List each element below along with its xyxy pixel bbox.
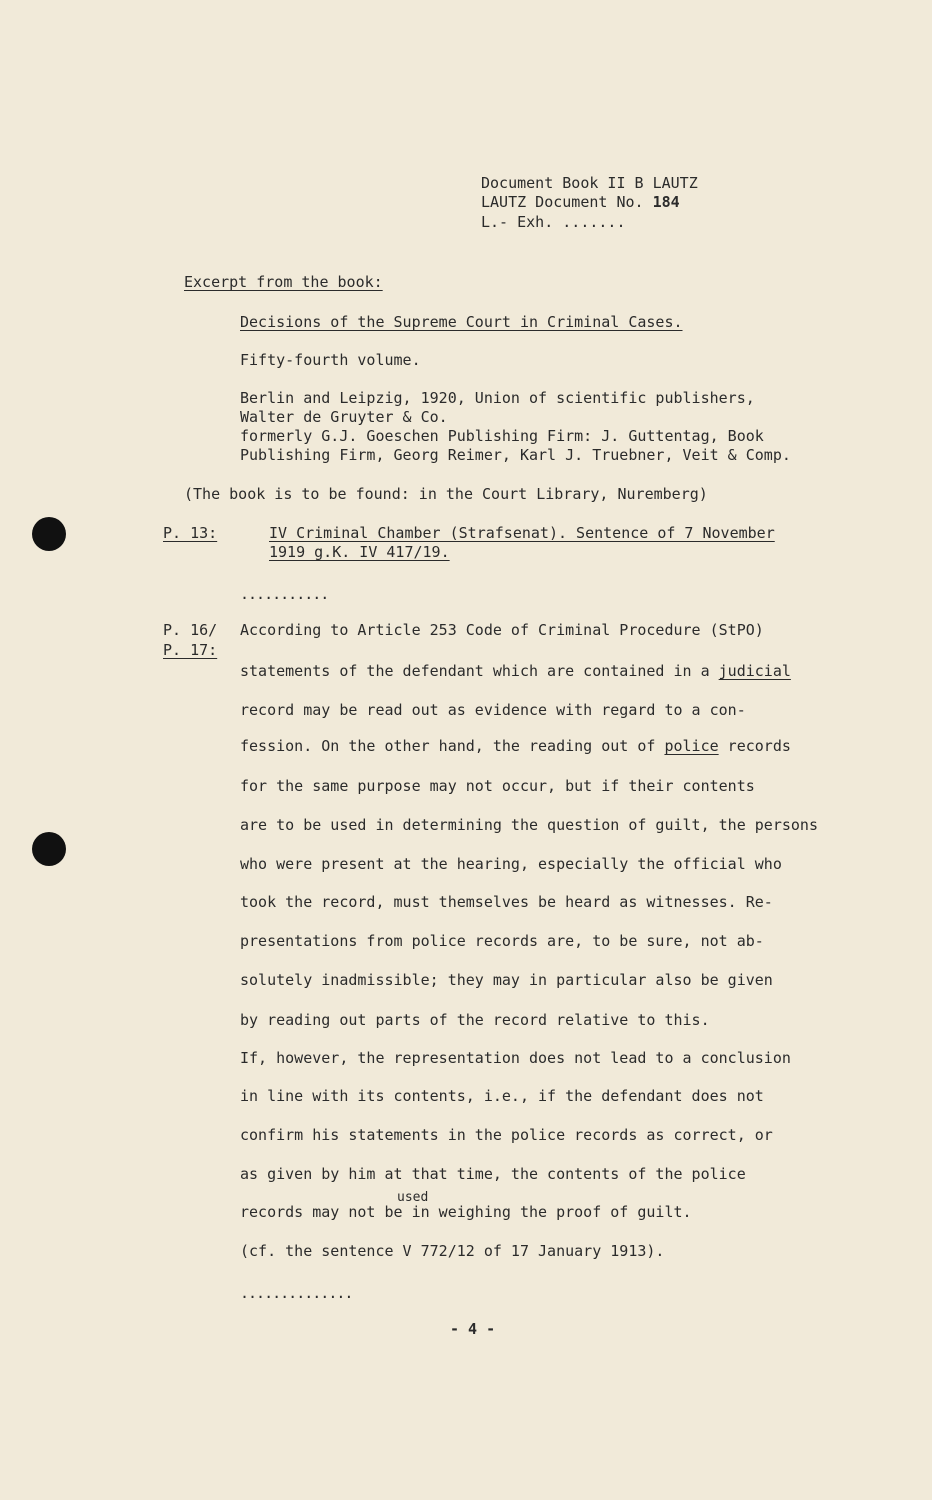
book-volume: Fifty-fourth volume. bbox=[240, 351, 421, 369]
body-line-4 bbox=[240, 737, 791, 755]
page-number: - 4 - bbox=[450, 1320, 496, 1338]
header-doc-number: 184 bbox=[652, 193, 680, 211]
body-line-6: are to be used in determining the question of guilt, the persons bbox=[240, 816, 818, 834]
citation-line: (cf. the sentence V 772/12 of 17 January 1913). bbox=[240, 1242, 665, 1260]
body-line-1: According to Article 253 Code of Criminal Procedure (StPO) bbox=[240, 621, 764, 639]
body-line-7: who were present at the hearing, especially the official who bbox=[240, 855, 782, 873]
police-underlined: police bbox=[664, 737, 719, 755]
body-line-13: in line with its contents, i.e., if the defendant does not bbox=[240, 1087, 764, 1105]
header-line-3: L.- Exh. ....... bbox=[481, 213, 626, 231]
chamber-heading-line-2: 1919 g.K. IV 417/19. bbox=[269, 543, 450, 561]
header-doc-label: LAUTZ Document No. bbox=[481, 193, 644, 211]
excerpt-label: Excerpt from the book: bbox=[184, 273, 383, 291]
body-line-4-end: records bbox=[718, 737, 791, 755]
ellipsis-1: ........... bbox=[240, 585, 329, 603]
body-line-14: confirm his statements in the police records as correct, or bbox=[240, 1126, 773, 1144]
publisher-line-1: Berlin and Leipzig, 1920, Union of scientific publishers, bbox=[240, 389, 755, 407]
body-line-12: If, however, the representation does not lead to a conclusion bbox=[240, 1049, 791, 1067]
inserted-word-used: used bbox=[397, 1190, 429, 1205]
body-line-2 bbox=[240, 662, 791, 680]
body-line-10: solutely inadmissible; they may in particular also be given bbox=[240, 971, 773, 989]
judicial-underlined: judicial bbox=[718, 662, 791, 680]
page-ref-16: P. 16/ bbox=[163, 621, 218, 639]
publisher-line-4: Publishing Firm, Georg Reimer, Karl J. Truebner, Veit & Comp. bbox=[240, 446, 791, 464]
body-line-4-text: fession. On the other hand, the reading out of bbox=[240, 737, 665, 755]
publisher-line-3: formerly G.J. Goeschen Publishing Firm: J. Guttentag, Book bbox=[240, 427, 764, 445]
chamber-heading-line-1: IV Criminal Chamber (Strafsenat). Sentence of 7 November bbox=[269, 524, 775, 542]
header-line-1: Document Book II B LAUTZ bbox=[481, 174, 698, 192]
body-line-8: took the record, must themselves be heard as witnesses. Re- bbox=[240, 893, 773, 911]
body-line-3: record may be read out as evidence with regard to a con- bbox=[240, 701, 746, 719]
body-line-5: for the same purpose may not occur, but if their contents bbox=[240, 777, 755, 795]
publisher-line-2: Walter de Gruyter & Co. bbox=[240, 408, 448, 426]
page-ref-13: P. 13: bbox=[163, 524, 218, 542]
book-title: Decisions of the Supreme Court in Criminal Cases. bbox=[240, 313, 683, 331]
header-line-2 bbox=[481, 193, 680, 211]
punch-hole-bottom bbox=[32, 832, 66, 866]
ellipsis-2: .............. bbox=[240, 1284, 353, 1302]
body-line-16: records may not be in weighing the proof of guilt. bbox=[240, 1203, 692, 1221]
body-line-15: as given by him at that time, the contents of the police bbox=[240, 1165, 746, 1183]
location-note: (The book is to be found: in the Court Library, Nuremberg) bbox=[184, 485, 708, 503]
body-line-11: by reading out parts of the record relative to this. bbox=[240, 1011, 710, 1029]
body-line-2-text: statements of the defendant which are contained in a bbox=[240, 662, 719, 680]
page-ref-17: P. 17: bbox=[163, 641, 218, 659]
body-line-9: presentations from police records are, to be sure, not ab- bbox=[240, 932, 764, 950]
punch-hole-top bbox=[32, 517, 66, 551]
